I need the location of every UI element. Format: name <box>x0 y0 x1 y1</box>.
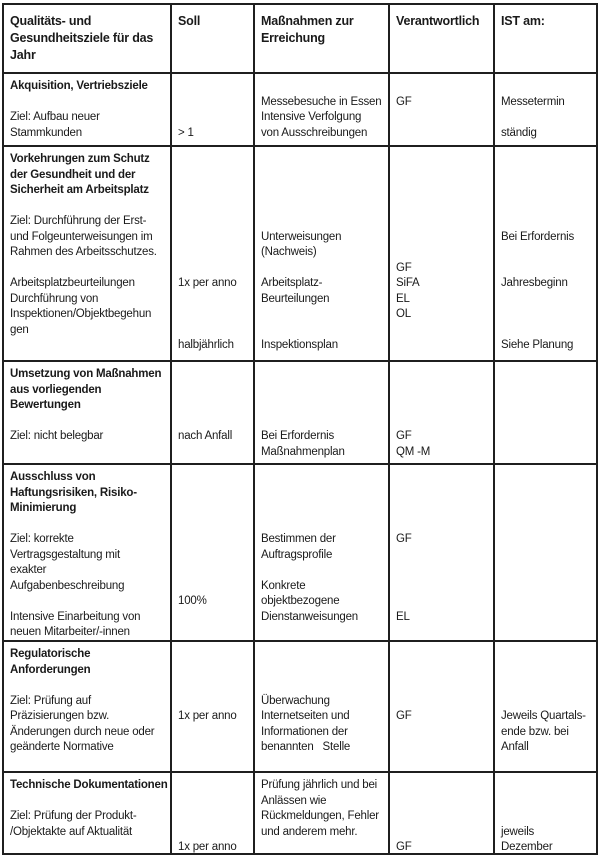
cell-line <box>261 367 386 383</box>
table-cell-r2c1 <box>172 147 255 360</box>
cell-line: Intensive Einarbeitung von <box>10 610 141 623</box>
cell-line <box>396 199 491 215</box>
table-cell-r2c4 <box>495 147 596 360</box>
cell-line <box>178 825 251 841</box>
cell-line <box>396 168 491 184</box>
cell-line <box>178 548 251 564</box>
cell-line <box>10 261 168 277</box>
cell-line: Akquisition, Vertriebsziele <box>10 80 148 92</box>
cell-line <box>501 183 594 199</box>
cell-line <box>178 383 251 399</box>
header-cell-r0c4 <box>495 5 596 72</box>
cell-line <box>261 79 386 95</box>
cell-line: 1x per anno <box>178 841 237 853</box>
cell-line <box>178 245 251 261</box>
cell-line <box>261 383 386 399</box>
cell-line <box>501 307 594 323</box>
cell-line <box>261 663 386 679</box>
cell-line: Durchführung von <box>10 292 99 305</box>
cell-line <box>261 563 386 579</box>
cell-line: Vorkehrungen zum Schutz <box>10 153 150 165</box>
column-header-text: Maßnahmen zur <box>261 14 354 28</box>
cell-line: 1x per anno <box>178 710 237 722</box>
cell-line <box>396 778 491 794</box>
cell-line: nach Anfall <box>178 430 233 442</box>
cell-line <box>396 678 491 694</box>
cell-line: und Folgeunterweisungen im <box>10 230 153 243</box>
cell-line <box>10 794 168 810</box>
cell-line: Ziel: korrekte <box>10 533 74 545</box>
cell-line: Rückmeldungen, Fehler <box>261 810 379 822</box>
cell-line: /Objektakte auf Aktualität <box>10 825 133 838</box>
cell-line <box>501 168 594 184</box>
table-row <box>4 362 596 465</box>
cell-line: GF <box>396 710 412 722</box>
table-cell-r2c3 <box>390 147 495 360</box>
table-cell-r3c1 <box>172 362 255 463</box>
cell-line: und anderem mehr. <box>261 825 358 838</box>
cell-line <box>396 414 491 430</box>
cell-line: GF <box>396 430 412 442</box>
column-header-text: Verantwortlich <box>396 14 480 28</box>
cell-line: neuen Mitarbeiter/-innen <box>10 626 130 638</box>
cell-line <box>501 152 594 168</box>
table-cell-r1c4 <box>495 74 596 145</box>
cell-line: > 1 <box>178 126 194 139</box>
table-cell-r2c0 <box>4 147 172 360</box>
cell-line <box>396 79 491 95</box>
cell-line <box>261 398 386 414</box>
cell-line: Jeweils Quartals- <box>501 710 586 722</box>
cell-line: Intensive Verfolgung <box>261 111 362 123</box>
cell-line <box>261 307 386 323</box>
table-cell-r1c2 <box>255 74 390 145</box>
column-header-text: Jahr <box>10 48 36 62</box>
table-cell-r6c2 <box>255 773 390 853</box>
cell-line: gen <box>10 323 29 336</box>
cell-line <box>396 152 491 168</box>
cell-line: Ziel: Prüfung der Produkt- <box>10 810 137 822</box>
column-header-text: Qualitäts- und <box>10 14 92 28</box>
table-row <box>4 147 596 362</box>
cell-line: EL <box>396 610 410 623</box>
cell-line <box>396 367 491 383</box>
cell-line <box>501 245 594 261</box>
cell-line: Dezember <box>501 841 553 853</box>
table-cell-r3c0 <box>4 362 172 463</box>
table-cell-r4c2 <box>255 465 390 640</box>
cell-line <box>178 183 251 199</box>
cell-line: Bestimmen der <box>261 533 336 545</box>
cell-line <box>261 214 386 230</box>
cell-line <box>178 398 251 414</box>
table-cell-r5c2 <box>255 642 390 771</box>
cell-line <box>178 367 251 383</box>
cell-line <box>396 383 491 399</box>
cell-line: ende bzw. bei <box>501 725 569 738</box>
table-cell-r1c0 <box>4 74 172 145</box>
column-header-text: Soll <box>178 14 201 28</box>
cell-line <box>178 470 251 486</box>
cell-line: geänderte Normative <box>10 741 114 753</box>
cell-line: OL <box>396 308 411 320</box>
cell-line <box>396 794 491 810</box>
cell-line <box>396 563 491 579</box>
cell-line: Dienstanweisungen <box>261 610 358 623</box>
cell-line <box>178 809 251 825</box>
table-cell-r5c0 <box>4 642 172 771</box>
table-cell-r6c0 <box>4 773 172 853</box>
cell-line <box>396 694 491 710</box>
cell-line <box>178 532 251 548</box>
table-cell-r3c2 <box>255 362 390 463</box>
table-cell-r1c1 <box>172 74 255 145</box>
table-row <box>4 74 596 147</box>
cell-line <box>396 647 491 663</box>
header-row <box>4 5 596 74</box>
cell-line: Auftragsprofile <box>261 548 333 561</box>
cell-line: 100% <box>178 595 207 607</box>
cell-line: Konkrete <box>261 579 306 592</box>
cell-line: Inspektionen/Objektbegehun <box>10 308 152 320</box>
cell-line <box>261 183 386 199</box>
cell-line <box>178 307 251 323</box>
cell-line: Ziel: Aufbau neuer <box>10 111 100 123</box>
table-cell-r6c1 <box>172 773 255 853</box>
table-cell-r4c1 <box>172 465 255 640</box>
cell-line: Ziel: Durchführung der Erst- <box>10 215 147 227</box>
cell-line <box>178 95 251 111</box>
cell-line: Jahresbeginn <box>501 277 568 289</box>
cell-line: GF <box>396 261 412 274</box>
cell-line <box>178 663 251 679</box>
cell-line: Arbeitsplatzbeurteilungen <box>10 277 135 289</box>
cell-line: Ziel: Prüfung auf <box>10 694 91 707</box>
cell-line: Bei Erfordernis <box>501 230 575 243</box>
column-header-text: IST am: <box>501 14 545 28</box>
cell-line: 1x per anno <box>178 277 237 289</box>
cell-line <box>396 398 491 414</box>
cell-line <box>261 501 386 517</box>
cell-line: Prüfung jährlich und bei <box>261 779 378 791</box>
cell-line <box>396 825 491 841</box>
cell-line <box>501 261 594 277</box>
cell-line <box>261 199 386 215</box>
cell-line <box>396 548 491 564</box>
cell-line <box>261 323 386 339</box>
cell-line <box>178 647 251 663</box>
cell-line <box>261 168 386 184</box>
cell-line: Vertragsgestaltung mit <box>10 548 121 561</box>
cell-line: exakter <box>10 564 47 576</box>
cell-line <box>178 152 251 168</box>
cell-line <box>501 323 594 339</box>
cell-line <box>396 245 491 261</box>
cell-line: Sicherheit am Arbeitsplatz <box>10 184 149 196</box>
cell-line <box>178 501 251 517</box>
cell-line: (Nachweis) <box>261 246 317 258</box>
cell-line: aus vorliegenden <box>10 383 102 396</box>
cell-line: Bei Erfordernis <box>261 430 335 442</box>
cell-line <box>396 579 491 595</box>
cell-line <box>396 663 491 679</box>
cell-line <box>178 110 251 126</box>
cell-line: GF <box>396 533 412 545</box>
cell-line <box>10 678 168 694</box>
cell-line: jeweils <box>501 825 535 838</box>
table-cell-r2c2 <box>255 147 390 360</box>
cell-line <box>178 563 251 579</box>
goals-table <box>2 3 598 855</box>
cell-line <box>501 292 594 308</box>
cell-line: Stammkunden <box>10 126 82 139</box>
cell-line <box>501 663 594 679</box>
header-cell-r0c3 <box>390 5 495 72</box>
cell-line: QM -M <box>396 445 431 458</box>
cell-line <box>178 414 251 430</box>
cell-line <box>501 809 594 825</box>
cell-line: SiFA <box>396 277 420 289</box>
cell-line <box>396 183 491 199</box>
cell-line <box>501 678 594 694</box>
cell-line: Unterweisungen <box>261 230 342 243</box>
cell-line <box>501 214 594 230</box>
cell-line: Anfall <box>501 741 529 753</box>
cell-line: Siehe Planung <box>501 339 574 351</box>
cell-line: ständig <box>501 126 537 139</box>
cell-line: Bewertungen <box>10 399 81 411</box>
cell-line <box>396 517 491 533</box>
cell-line <box>261 678 386 694</box>
cell-line <box>178 199 251 215</box>
cell-line <box>396 486 491 502</box>
column-header-text: Erreichung <box>261 31 325 45</box>
cell-line: Minimierung <box>10 502 77 514</box>
cell-line <box>501 647 594 663</box>
cell-line <box>178 261 251 277</box>
column-header-text: Gesundheitsziele für das <box>10 31 154 45</box>
cell-line: von Ausschreibungen <box>261 126 368 139</box>
table-cell-r5c3 <box>390 642 495 771</box>
cell-line: Internetseiten und <box>261 710 350 722</box>
cell-line <box>396 501 491 517</box>
cell-line <box>501 110 594 126</box>
cell-line <box>10 95 168 111</box>
cell-line <box>396 230 491 246</box>
cell-line <box>10 199 168 215</box>
cell-line: Haftungsrisiken, Risiko- <box>10 486 137 499</box>
cell-line: Änderungen durch neue oder <box>10 725 155 738</box>
cell-line <box>178 517 251 533</box>
cell-line <box>178 292 251 308</box>
cell-line <box>501 694 594 710</box>
table-cell-r4c4 <box>495 465 596 640</box>
cell-line: GF <box>396 841 412 853</box>
cell-line: der Gesundheit und der <box>10 168 136 181</box>
cell-line <box>10 414 168 430</box>
cell-line: Überwachung <box>261 694 330 707</box>
table-row <box>4 642 596 773</box>
cell-line: Beurteilungen <box>261 292 330 305</box>
cell-line: Messetermin <box>501 95 565 108</box>
cell-line: Anforderungen <box>10 663 91 676</box>
cell-line: Arbeitsplatz- <box>261 277 323 289</box>
cell-line <box>178 214 251 230</box>
table-cell-r4c0 <box>4 465 172 640</box>
cell-line <box>261 414 386 430</box>
cell-line <box>178 678 251 694</box>
cell-line: Technische Dokumentationen <box>10 779 168 791</box>
cell-line <box>396 214 491 230</box>
cell-line <box>501 79 594 95</box>
cell-line: objektbezogene <box>261 595 340 607</box>
cell-line: Aufgabenbeschreibung <box>10 579 125 592</box>
cell-line <box>261 647 386 663</box>
cell-line <box>501 778 594 794</box>
cell-line <box>261 261 386 277</box>
cell-line: Anlässen wie <box>261 794 327 807</box>
cell-line <box>178 694 251 710</box>
cell-line <box>178 579 251 595</box>
cell-line <box>396 470 491 486</box>
table-cell-r5c4 <box>495 642 596 771</box>
table-cell-r3c4 <box>495 362 596 463</box>
cell-line <box>178 230 251 246</box>
cell-line: Messebesuche in Essen <box>261 95 382 108</box>
cell-line: EL <box>396 292 410 305</box>
table-cell-r1c3 <box>390 74 495 145</box>
cell-line <box>261 470 386 486</box>
cell-line <box>261 152 386 168</box>
table-cell-r3c3 <box>390 362 495 463</box>
table-row <box>4 773 596 853</box>
table-cell-r6c3 <box>390 773 495 853</box>
cell-line: Präzisierungen bzw. <box>10 710 110 722</box>
cell-line <box>10 594 168 610</box>
cell-line <box>261 517 386 533</box>
cell-line <box>501 199 594 215</box>
header-cell-r0c2 <box>255 5 390 72</box>
cell-line: Informationen der <box>261 725 348 738</box>
cell-line <box>178 323 251 339</box>
cell-line: halbjährlich <box>178 339 234 351</box>
cell-line: Regulatorische <box>10 648 91 660</box>
cell-line <box>178 168 251 184</box>
cell-line <box>501 794 594 810</box>
cell-line: Inspektionsplan <box>261 339 338 351</box>
cell-line <box>396 594 491 610</box>
cell-line: Umsetzung von Maßnahmen <box>10 368 162 380</box>
cell-line <box>178 79 251 95</box>
cell-line <box>178 778 251 794</box>
table-cell-r6c4 <box>495 773 596 853</box>
cell-line: Ziel: nicht belegbar <box>10 430 104 442</box>
cell-line: Ausschluss von <box>10 471 96 483</box>
cell-line <box>178 794 251 810</box>
cell-line: GF <box>396 95 412 108</box>
cell-line <box>10 517 168 533</box>
cell-line: benannten Stelle <box>261 741 351 753</box>
cell-line <box>396 809 491 825</box>
cell-line: Rahmen des Arbeitsschutzes. <box>10 246 157 258</box>
table-cell-r4c3 <box>390 465 495 640</box>
cell-line <box>261 486 386 502</box>
table-cell-r5c1 <box>172 642 255 771</box>
header-cell-r0c0 <box>4 5 172 72</box>
cell-line <box>178 486 251 502</box>
table-row <box>4 465 596 642</box>
header-cell-r0c1 <box>172 5 255 72</box>
cell-line: Maßnahmenplan <box>261 445 345 458</box>
